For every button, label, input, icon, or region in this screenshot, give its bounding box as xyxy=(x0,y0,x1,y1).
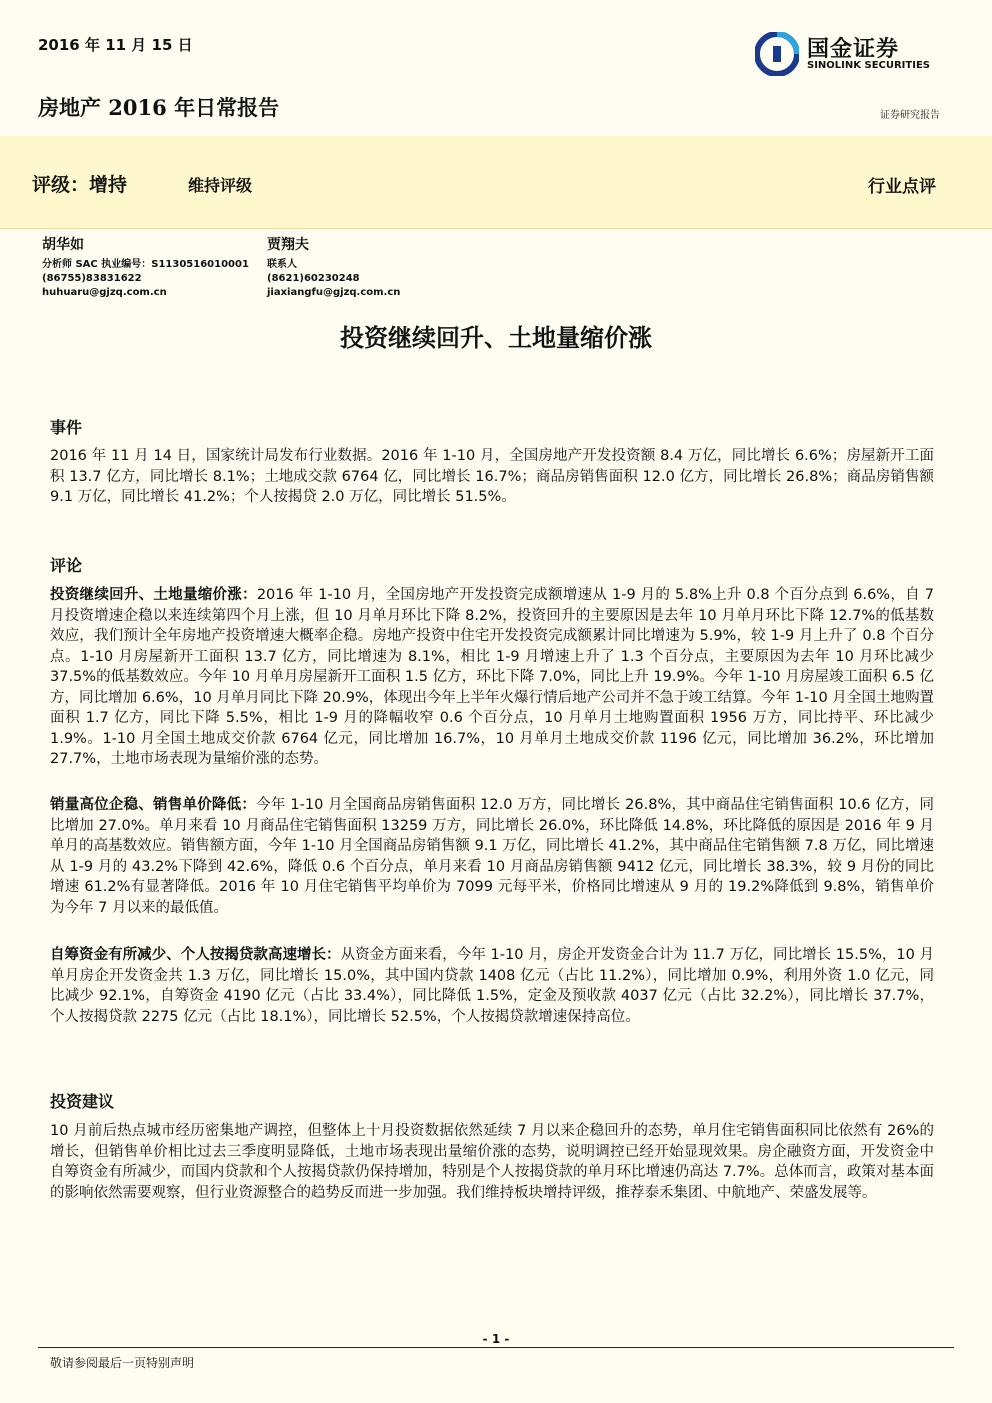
comment-paragraph xyxy=(50,585,934,770)
paragraph-lead: 销量高位企稳、销售单价降低： xyxy=(50,797,257,813)
comment-paragraph xyxy=(50,945,934,1027)
rating-maintain: 维持评级 xyxy=(188,176,253,195)
footer-divider xyxy=(38,1347,954,1348)
rating-bar xyxy=(0,136,992,229)
event-paragraph: 2016 年 11 月 14 日，国家统计局发布行业数据。2016 年 1-10 月，全国房地产开发投资额 8.4 万亿，同比增长 6.6%；房屋新开工面积 13.7 亿方，同比增长 8.1%；土地成交款 6764 亿，同比增长 16.7%；商品房销售面积 12.0 亿方，同比增长 26.8%；商品房销售额 9.1 万亿，同比增长 41.2%；个人按揭贷 2.0 万亿，同比增长 51.5%。 xyxy=(50,448,934,505)
paragraph-lead: 自筹资金有所减少、个人按揭贷款高速增长： xyxy=(50,947,341,963)
report-series-title: 房地产 2016 年日常报告 xyxy=(38,95,280,120)
logo-english-name: SINOLINK SECURITIES xyxy=(807,60,930,71)
analyst-name: 胡华如 xyxy=(42,237,84,253)
report-date: 2016 年 11 月 15 日 xyxy=(38,36,193,54)
report-headline: 投资继续回升、土地量缩价涨 xyxy=(340,323,652,352)
analyst-email: huhuaru@gjzq.com.cn xyxy=(42,287,167,298)
section-type: 行业点评 xyxy=(868,177,936,197)
report-type: 证券研究报告 xyxy=(880,110,940,121)
paragraph-text: 从资金方面来看，今年 1-10 月，房企开发资金合计为 11.7 万亿，同比增长 15.5%，10 月单月房企开发资金共 1.3 万亿，同比增长 15.0%，其中国内贷款 1408 亿元（占比 11.2%），同比增加 0.9%，利用外资 1.0 亿元，同比减少 92.1%，自筹资金 4190 亿元（占比 33.4%），同比降低 1.5%，定金及预收款 4037 亿元（占比 32.2%），同比增长 37.7%，个人按揭贷款 2275 亿元（占比 18.1%），同比增长 52.5%，个人按揭贷款增速保持高位。 xyxy=(50,947,935,1025)
section-heading-advice: 投资建议 xyxy=(50,1092,115,1111)
logo-chinese-name: 国金证券 xyxy=(807,37,900,62)
paragraph-lead: 投资继续回升、土地量缩价涨： xyxy=(50,587,257,603)
analyst-email: jiaxiangfu@gjzq.com.cn xyxy=(267,287,401,298)
paragraph-text: 2016 年 1-10 月，全国房地产开发投资完成额增速从 1-9 月的 5.8%上升 0.8 个百分点到 6.6%，自 7 月投资增速企稳以来连续第四个月上涨，但 10 月单月环比下降 8.2%，投资回升的主要原因是去年 10 月单月环比下降 12.7%的低基数效应，我们预计全年房地产投资增速大概率企稳。房地产投资中住宅开发投资完成额累计同比增速为 5.9%，较 1-9 月上升了 0.8 个百分点。1-10 月房屋新开工面积 13.7 亿方，同比增速为 8.1%，相比 1-9 月增速上升了 1.3 个百分点，主要原因为去年 10 月环比减少 37.5%的低基数效应。今年 10 月单月房屋新开工面积 1.5 亿方，环比下降 7.0%，同比上升 19.9%。今年 1-10 月房屋竣工面积 6.5 亿方，同比增加 6.6%，10 月单月同比下降 20.9%，体现出今年上半年火爆行情后地产公司并不急于竣工结算。今年 1-10 月全国土地购置面积 1.7 亿方，同比下降 5.5%，相比 1-9 月的降幅收窄 0.6 个百分点，10 月单月土地购置面积 1956 万方，同比持平、环比减少 1.9%。1-10 月全国土地成交价款 6764 亿元，同比增加 16.7%，10 月单月土地成交价款 1196 亿元，同比增加 36.2%，环比增加 27.7%，土地市场表现为量缩价涨的态势。 xyxy=(50,587,935,767)
analyst-phone: (86755)83831622 xyxy=(42,273,142,284)
analyst-name: 贾翔夫 xyxy=(267,237,309,253)
analyst-credential: 分析师 SAC 执业编号：S1130516010001 xyxy=(42,259,249,270)
rating-label: 评级：增持 xyxy=(32,174,128,196)
sinolink-logo-icon xyxy=(755,32,799,76)
comment-paragraph xyxy=(50,795,934,918)
analyst-card xyxy=(267,238,400,300)
footer-disclaimer: 敬请参阅最后一页特别声明 xyxy=(50,1356,195,1370)
company-logo xyxy=(755,30,945,78)
section-heading-comment: 评论 xyxy=(50,556,83,575)
section-heading-event: 事件 xyxy=(50,418,83,437)
advice-paragraph: 10 月前后热点城市经历密集地产调控，但整体上十月投资数据依然延续 7 月以来企稳回升的态势，单月住宅销售面积同比依然有 26%的增长，但销售单价相比过去三季度明显降低，土地市场表现出量缩价涨的态势，说明调控已经开始显现效果。房企融资方面，开发资金中自筹资金有所减少，而国内贷款和个人按揭贷款仍保持增加，特别是个人按揭贷款的单月环比增速仍高达 7.7%。总体而言，政策对基本面的影响依然需要观察，但行业资源整合的趋势反而进一步加强。我们维持板块增持评级，推荐泰禾集团、中航地产、荣盛发展等。 xyxy=(50,1123,934,1201)
analyst-phone: (8621)60230248 xyxy=(267,273,360,284)
paragraph-text: 今年 1-10 月全国商品房销售面积 12.0 万方，同比增长 26.8%，其中商品住宅销售面积 10.6 亿方，同比增加 27.0%。单月来看 10 月商品住宅销售面积 13259 万方，同比增长 26.0%，环比降低 14.8%，环比降低的原因是 2016 年 9 月单月的高基数效应。销售额方面，今年 1-10 月全国商品房销售额 9.1 万亿，同比增长 41.2%，其中商品住宅销售额 7.8 万亿，同比增速从 1-9 月的 43.2%下降到 42.6%，降低 0.6 个百分点，单月来看 10 月商品房销售额 9412 亿元，同比增长 38.3%，较 9 月份的同比增速 61.2%有显著降低。2016 年 10 月住宅销售平均单价为 7099 元每平米，价格同比增速从 9 月的 19.2%降低到 9.8%，销售单价为今年 7 月以来的最低值。 xyxy=(50,797,934,916)
analyst-card xyxy=(42,238,249,300)
page-number: - 1 - xyxy=(482,1332,510,1346)
analyst-credential: 联系人 xyxy=(267,259,297,270)
